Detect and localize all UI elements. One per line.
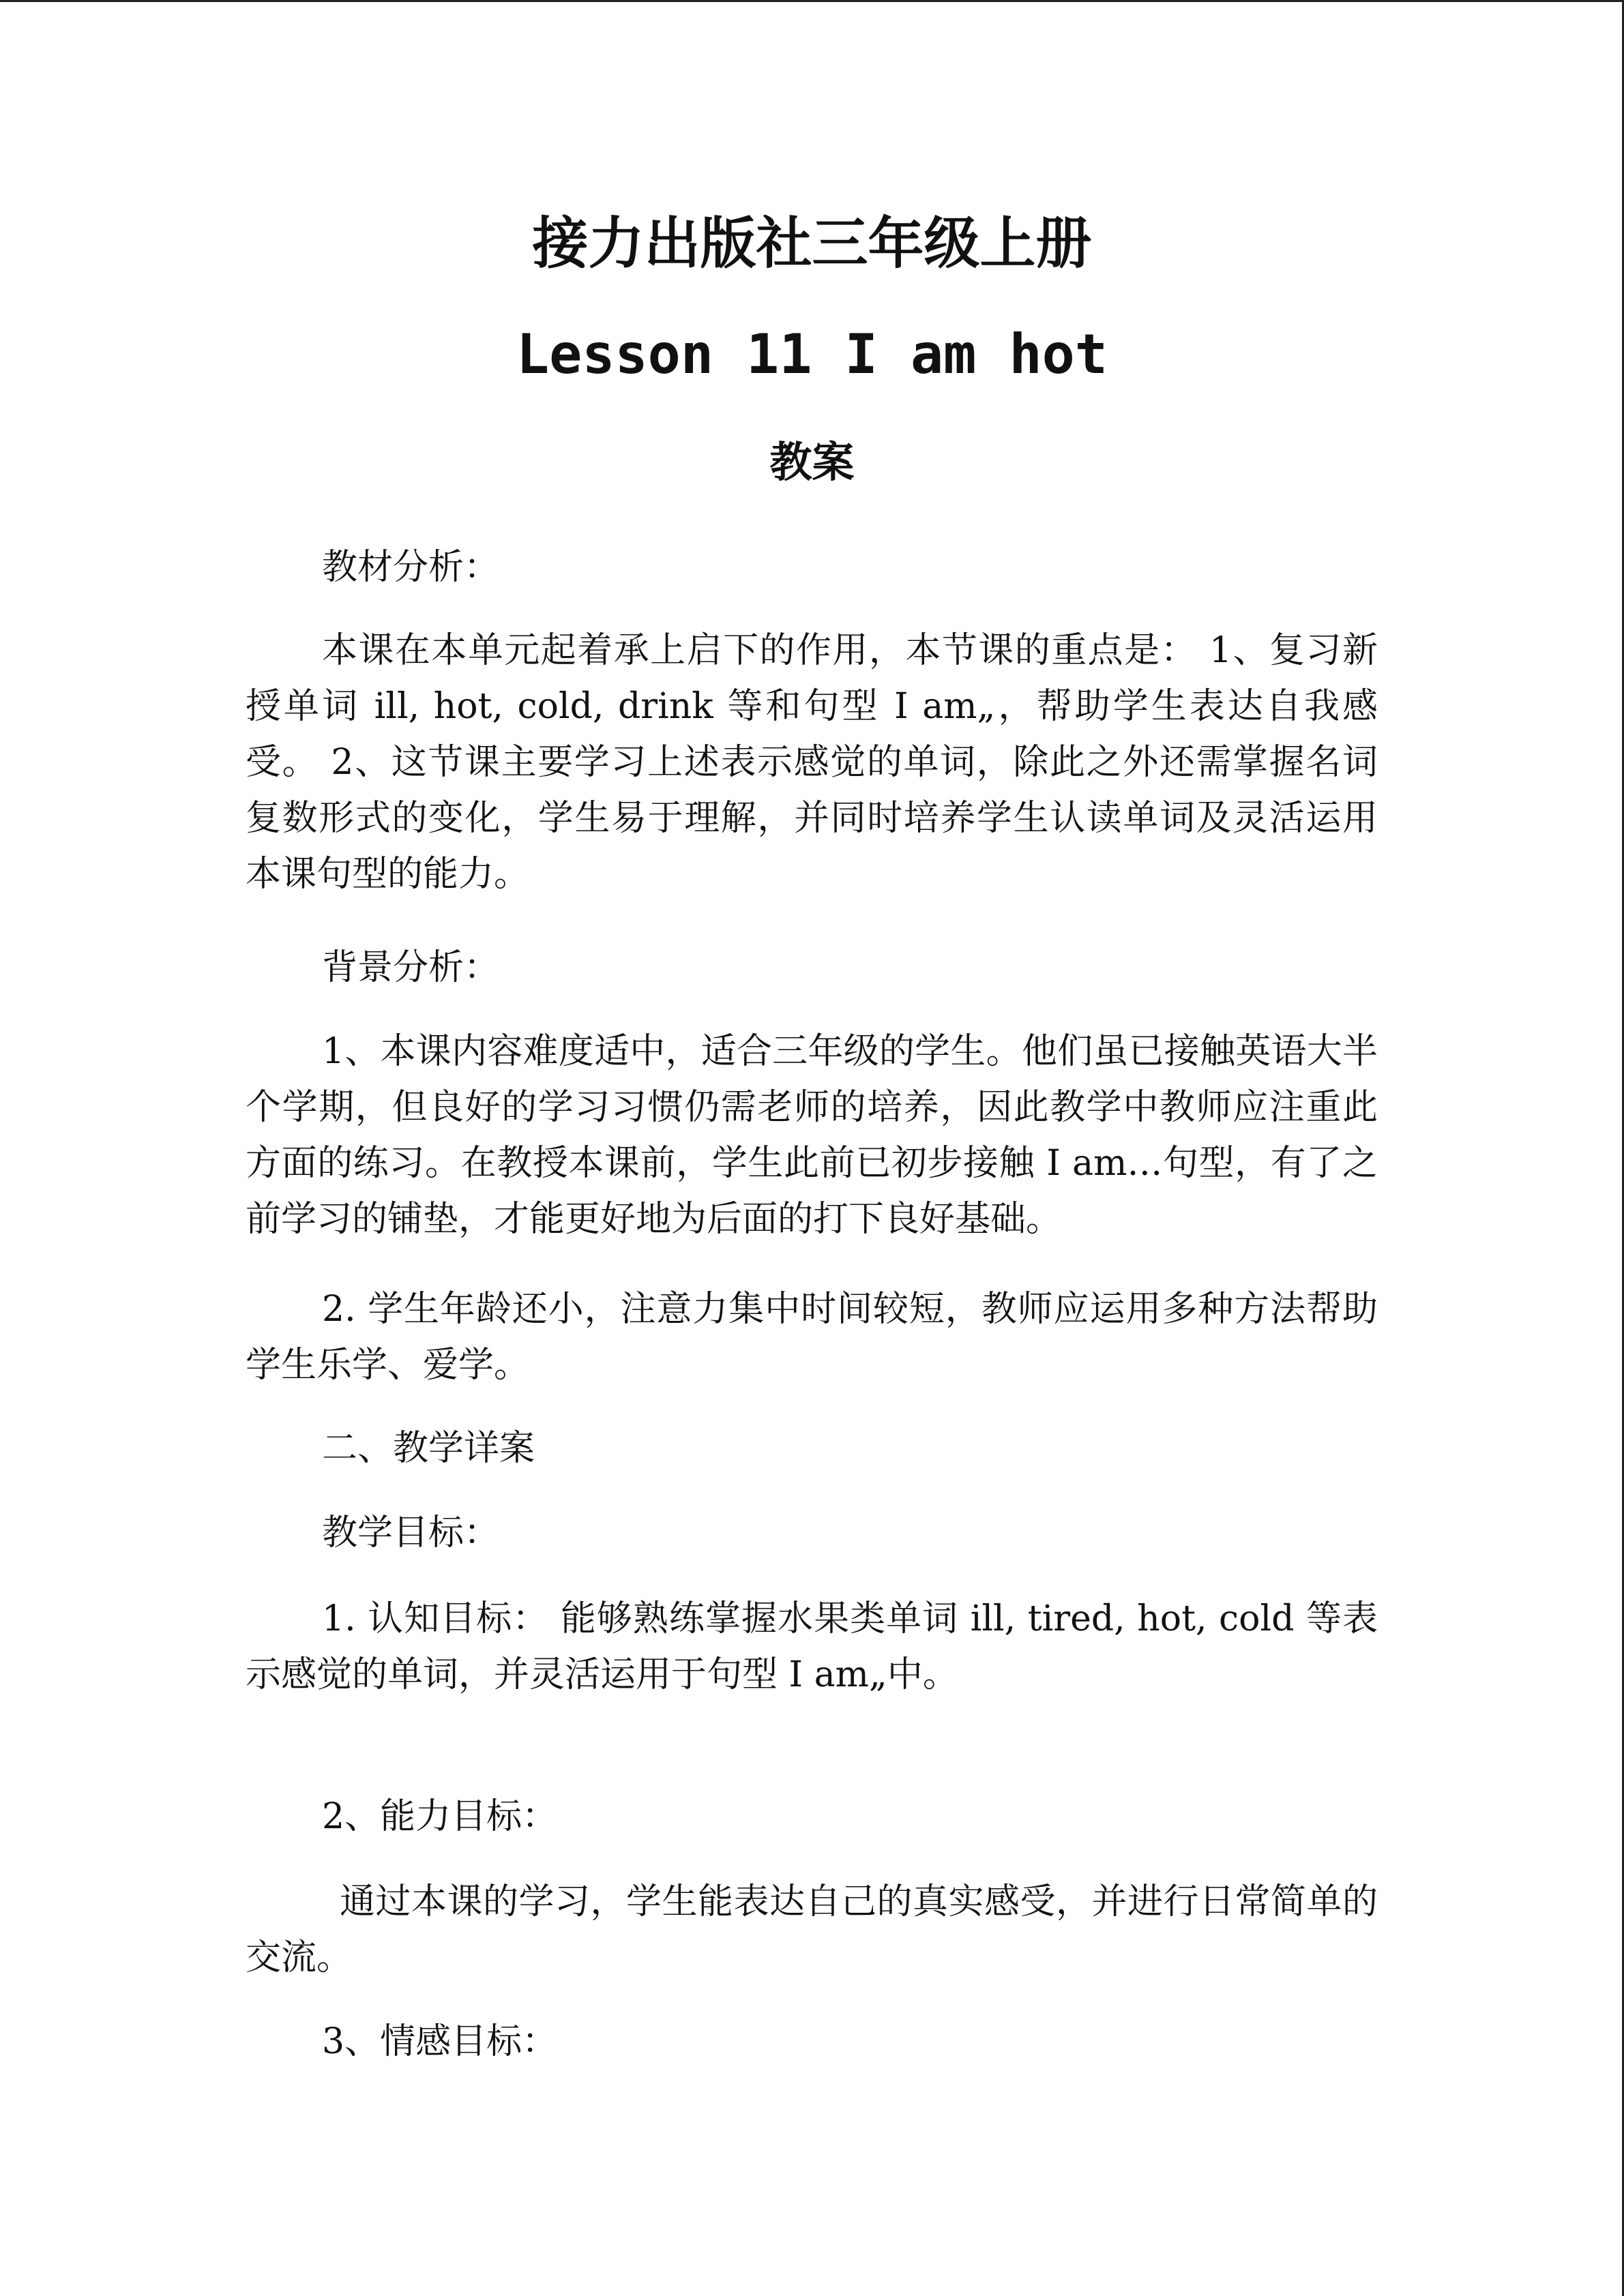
teaching-goals-heading: 教学目标：: [322, 1512, 500, 1553]
background-paragraph-1: 1、本课内容难度适中，适合三年级的学生。他们虽已接触英语大半个学期，但良好的学习习惯仍需老师的培养，因此教学中教师应注重此方面的练习。在教授本课前，学生此前已初步接触 I am…句型，有了之前学习的铺垫，才能更好地为后面的打下良好基础。: [246, 1031, 1378, 1240]
document-subtitle: 教案: [769, 437, 855, 487]
background-paragraph-2: 2. 学生年龄还小，注意力集中时间较短，教师应运用多种方法帮助学生乐学、爱学。: [246, 1289, 1378, 1386]
emotional-goal-heading: 3、情感目标：: [322, 2021, 558, 2062]
material-analysis-paragraph: 本课在本单元起着承上启下的作用，本节课的重点是： 1、复习新授单词 ill, hot, cold, drink 等和句型 I am„，帮助学生表达自我感受。 2、这节课主要学习上述表示感觉的单词，除此之外还需掌握名词复数形式的变化，学生易于理解，并同时培养学生认读单词及灵活运用本课句型的能力。: [246, 630, 1378, 895]
lesson-title: Lesson 11 I am hot: [516, 323, 1108, 386]
ability-goal-heading: 2、能力目标：: [322, 1796, 558, 1837]
document-title: 接力出版社三年级上册: [532, 211, 1092, 276]
ability-goal-paragraph: 通过本课的学习，学生能表达自己的真实感受，并进行日常简单的交流。: [246, 1881, 1378, 1978]
material-analysis-heading: 教材分析：: [322, 547, 500, 588]
background-analysis-heading: 背景分析：: [322, 947, 500, 988]
teaching-plan-heading: 二、教学详案: [322, 1428, 535, 1469]
cognitive-goal-paragraph: 1. 认知目标： 能够熟练掌握水果类单词 ill, tired, hot, cold 等表示感觉的单词，并灵活运用于句型 I am„中。: [246, 1598, 1378, 1695]
